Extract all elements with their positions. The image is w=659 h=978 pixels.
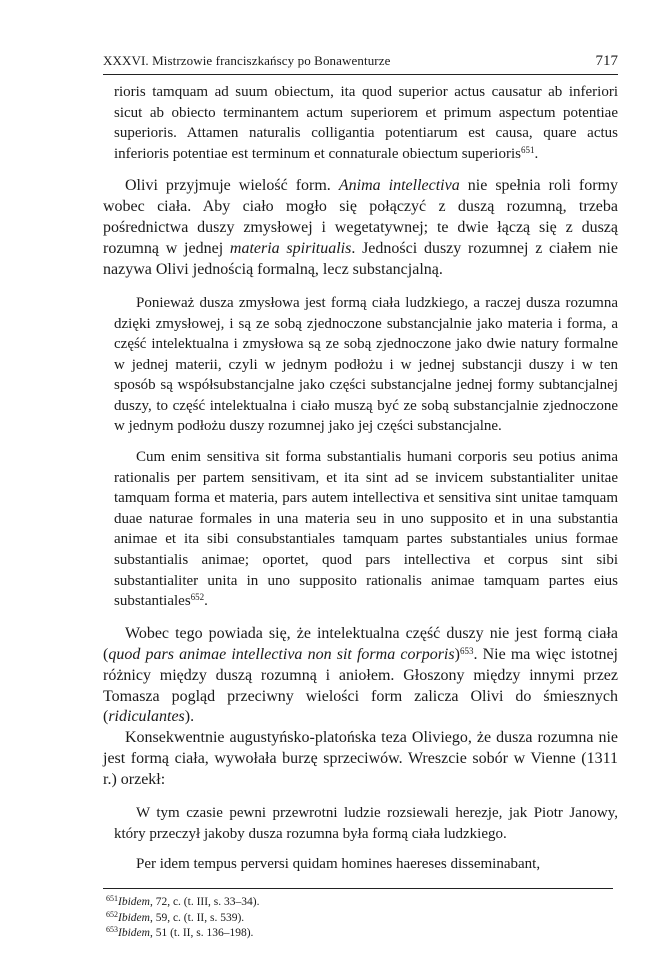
text-run: ) [454, 645, 460, 663]
paragraph-council-vienne: Konsekwentnie augustyńsko-platońska teza Oliviego, że dusza rozumna nie jest formą ciała, wywołała burzę sprzeciwów. Wreszcie sobór w Vienne (1311 r.) orzekł: [103, 729, 618, 789]
running-title: XXXVI. Mistrzowie franciszkańscy po Bonawenturze [103, 53, 391, 68]
italic-term: materia spiritualis [229, 240, 352, 258]
footnote-text: , 51 (t. II, s. 136–198). [149, 927, 254, 939]
footnote-ref-653: 653 [459, 645, 474, 656]
footnote-number: 653 [106, 925, 118, 934]
quote-latin-continued [103, 82, 618, 164]
text-run: . Jedności duszy rozumnej z ciałem nie nazywa Olivi jednością formalną, lecz substancjalną. [103, 240, 618, 278]
quote-end: . [534, 145, 539, 162]
running-header [103, 52, 618, 75]
quote-end: . [204, 593, 208, 610]
footnote-651 [103, 895, 618, 911]
footnote-text: , 72, c. (t. III, s. 33–34). [149, 896, 260, 908]
quote-council-latin: Per idem tempus perversi quidam homines haereses disseminabant, [136, 856, 541, 873]
text-run: ). [184, 708, 195, 726]
footnotes [103, 895, 618, 942]
quote-polish-translation: Ponieważ dusza zmysłowa jest formą ciała ludzkiego, a raczej dusza rozumna dzięki zmysłowej, i są ze sobą zjednoczone substancjalnie jako materia i forma, a część intelektualna i zmysłowa są ze sobą zjednoczone jako dwie natury formalne w jednej materii, czyli w jednym podłożu i w jednej substancji duszy i w ten sposób są współsubstancjalne jako części substancjalne jednej formy subtancjalnej duszy, to część intelektualna i ciało muszą być ze sobą substancjalnie zjednoczone w jednym podłożu duszy rozumnej jako jej części substancjalne. [114, 294, 618, 435]
quote-latin-original [103, 447, 618, 612]
footnote-number: 651 [106, 894, 118, 903]
footnote-work: Ibidem [118, 927, 150, 939]
text-run: . Nie ma więc istotnej różnicy między duszą rozumną i aniołem. Głoszony między innymi przez Tomasza pogląd przeciwny wielości form zalicza Olivi do śmiesznych ( [103, 645, 619, 726]
footnote-ref-651: 651 [520, 144, 535, 155]
footnote-divider [103, 888, 613, 889]
text-run: Wobec tego powiada się, że intelektualna część duszy nie jest formą ciała ( [103, 624, 618, 663]
footnote-text: , 59, c. (t. II, s. 539). [149, 911, 245, 924]
italic-term: Anima intellectiva [338, 177, 460, 195]
quote-text: rioris tamquam ad suum obiectum, ita quod superior actus causatur ab inferiori sicut ab obiecto terminantem actum superiorem et primum aspectum potentiae superioris. Attamen naturalis colligantia potentiarum est causa, quare actus inferioris potentiae est terminum et connaturale obiectum superioris [114, 84, 618, 162]
text-run: Olivi przyjmuje wielość form. [125, 177, 339, 195]
footnote-number: 652 [106, 909, 118, 919]
footnote-652 [103, 911, 618, 927]
paragraph-intellectual-part [103, 624, 618, 729]
paragraph-olivi-forms [103, 176, 618, 281]
quote-council-polish: W tym czasie pewni przewrotni ludzie rozsiewali herezje, jak Piotr Janowy, który przeczył jakoby dusza rozumna była formą ciała ludzkiego. [114, 805, 618, 842]
footnote-653 [103, 926, 618, 942]
italic-term: ridiculantes [108, 708, 185, 726]
footnote-work: Ibidem [118, 896, 150, 908]
footnote-ref-652: 652 [190, 592, 205, 603]
footnote-work: Ibidem [118, 911, 150, 924]
quote-text: Cum enim sensitiva sit forma substantialis humani corporis seu potius anima rationalis per partem sensitivam, et ita sint ad se invicem substantialiter unitae tamquam forma et materia, pars autem intellectiva et sensitiva sint unitae tamquam duae naturae formales in una materia seu in uno supposito et in una substantia animae et ita sibi consubstantiales tamquam partes substantiales unius formae substantialis animae; oportet, quod pars intellectiva et corpus sint sibi substantialiter unita in uno supposito rationalis animae tamquam partes eius substantiales [114, 449, 618, 610]
page-body [103, 82, 618, 875]
italic-term: quod pars animae intellectiva non sit forma corporis [108, 645, 455, 663]
text-run: nie spełnia roli formy wobec ciała. Aby ciało mogło się połączyć z duszą rozumną, trzeba pośrednictwa duszy zmysłowej i wegetatywnej; te dwie łączą się z duszą rozumną w jednej [103, 177, 619, 258]
page-number: 717 [595, 53, 618, 69]
